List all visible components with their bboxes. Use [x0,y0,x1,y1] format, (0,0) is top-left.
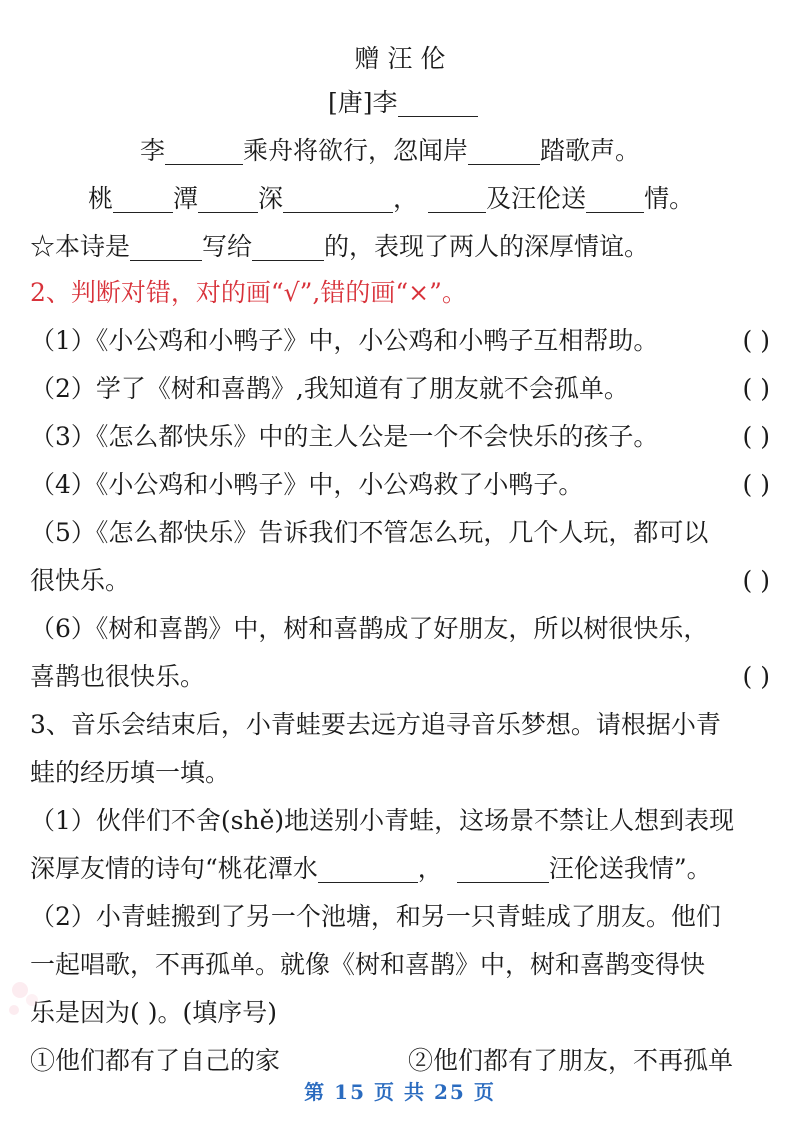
q2-item-text: （3）《怎么都快乐》中的主人公是一个不会快乐的孩子。 [30,422,659,451]
poem-author-prefix: [唐]李 [328,88,398,117]
poem-text: 深 [258,184,284,213]
poem-blank[interactable] [318,852,418,883]
poem-text: ， [393,184,419,213]
q3-part2-line3: 乐是因为( )。(填序号) [30,998,277,1027]
q3-part2-line2: 一起唱歌，不再孤单。就像《树和喜鹊》中，树和喜鹊变得快 [30,950,706,979]
q2-item-text: （2）学了《树和喜鹊》,我知道有了朋友就不会孤单。 [30,374,629,403]
flower-decoration-icon [0,960,60,1040]
q2-heading: 2、判断对错，对的画“√”,错的画“×”。 [30,278,467,307]
poem-text: 乘舟将欲行，忽闻岸 [243,136,469,165]
q2-item-text: （4）《小公鸡和小鸭子》中，小公鸡救了小鸭子。 [30,470,584,499]
poem-blank[interactable] [113,182,173,213]
page-footer [0,1076,800,1105]
poem-note [30,224,770,270]
q2-item-1 [30,318,770,364]
q2-item-3 [30,414,770,460]
q2-item-text: （1）《小公鸡和小鸭子》中，小公鸡和小鸭子互相帮助。 [30,326,659,355]
current-page-number: 15 [334,1080,366,1104]
q2-item-2 [30,366,770,412]
poem-blank[interactable] [428,182,486,213]
poem-blank[interactable] [468,134,540,165]
option-2[interactable]: ②他们都有了朋友，不再孤单 [408,1046,734,1075]
q3-text: 深厚友情的诗句“桃花潭水 [30,854,318,883]
poem-title: 赠 汪 伦 [354,44,446,73]
q2-item-5: （5）《怎么都快乐》告诉我们不管怎么玩，几个人玩，都可以 [30,518,709,547]
poem-text: ☆本诗是 [30,232,131,261]
answer-paren[interactable]: ( ) [742,662,770,691]
poem-line-2 [88,176,694,222]
q3-heading-2: 蛙的经历填一填。 [30,758,231,787]
option-1[interactable]: ①他们都有了自己的家 [30,1046,281,1075]
q3-text: ， [417,854,443,883]
poem-blank[interactable] [457,852,549,883]
poem-blank[interactable] [130,230,202,261]
total-pages-number: 25 [434,1080,466,1104]
poem-blank[interactable] [198,182,258,213]
q2-item-4 [30,462,770,508]
q2-item-text: 喜鹊也很快乐。 [30,662,206,691]
q3-part1-line2 [30,846,770,892]
answer-paren[interactable]: ( ) [742,566,770,595]
answer-paren[interactable]: ( ) [742,326,770,355]
poem-text: 潭 [173,184,199,213]
poem-text: 李 [140,136,166,165]
q3-part1-line1: （1）伙伴们不舍(shě)地送别小青蛙，这场景不禁让人想到表现 [30,806,735,835]
answer-paren[interactable]: ( ) [742,470,770,499]
author-blank[interactable] [398,86,478,117]
poem-blank[interactable] [165,134,243,165]
poem-text: 情。 [644,184,695,213]
q2-item-5-cont [30,558,770,604]
poem-text: 及汪伦送 [486,184,587,213]
poem-text: 写给 [202,232,253,261]
q2-item-text: 很快乐。 [30,566,131,595]
footer-text: 第 [304,1080,327,1104]
q3-part2-line1: （2）小青蛙搬到了另一个池塘，和另一只青蛙成了朋友。他们 [30,902,721,931]
answer-paren[interactable]: ( ) [742,422,770,451]
footer-text: 页 [374,1080,396,1104]
q3-heading-1: 3、音乐会结束后，小青蛙要去远方追寻音乐梦想。请根据小青 [30,710,721,739]
footer-text: 共 [404,1080,426,1104]
poem-text: 的，表现了两人的深厚情谊。 [324,232,650,261]
footer-text: 页 [473,1080,496,1104]
answer-paren[interactable]: ( ) [742,374,770,403]
poem-blank[interactable] [586,182,644,213]
q2-item-6-cont [30,654,770,700]
poem-blank[interactable] [283,182,393,213]
poem-author [328,80,478,126]
q3-text: 汪伦送我情”。 [548,854,712,883]
poem-text: 踏歌声。 [540,136,641,165]
q2-item-6: （6）《树和喜鹊》中，树和喜鹊成了好朋友，所以树很快乐， [30,614,709,643]
poem-line-1 [140,128,640,174]
poem-blank[interactable] [252,230,324,261]
poem-text: 桃 [88,184,114,213]
